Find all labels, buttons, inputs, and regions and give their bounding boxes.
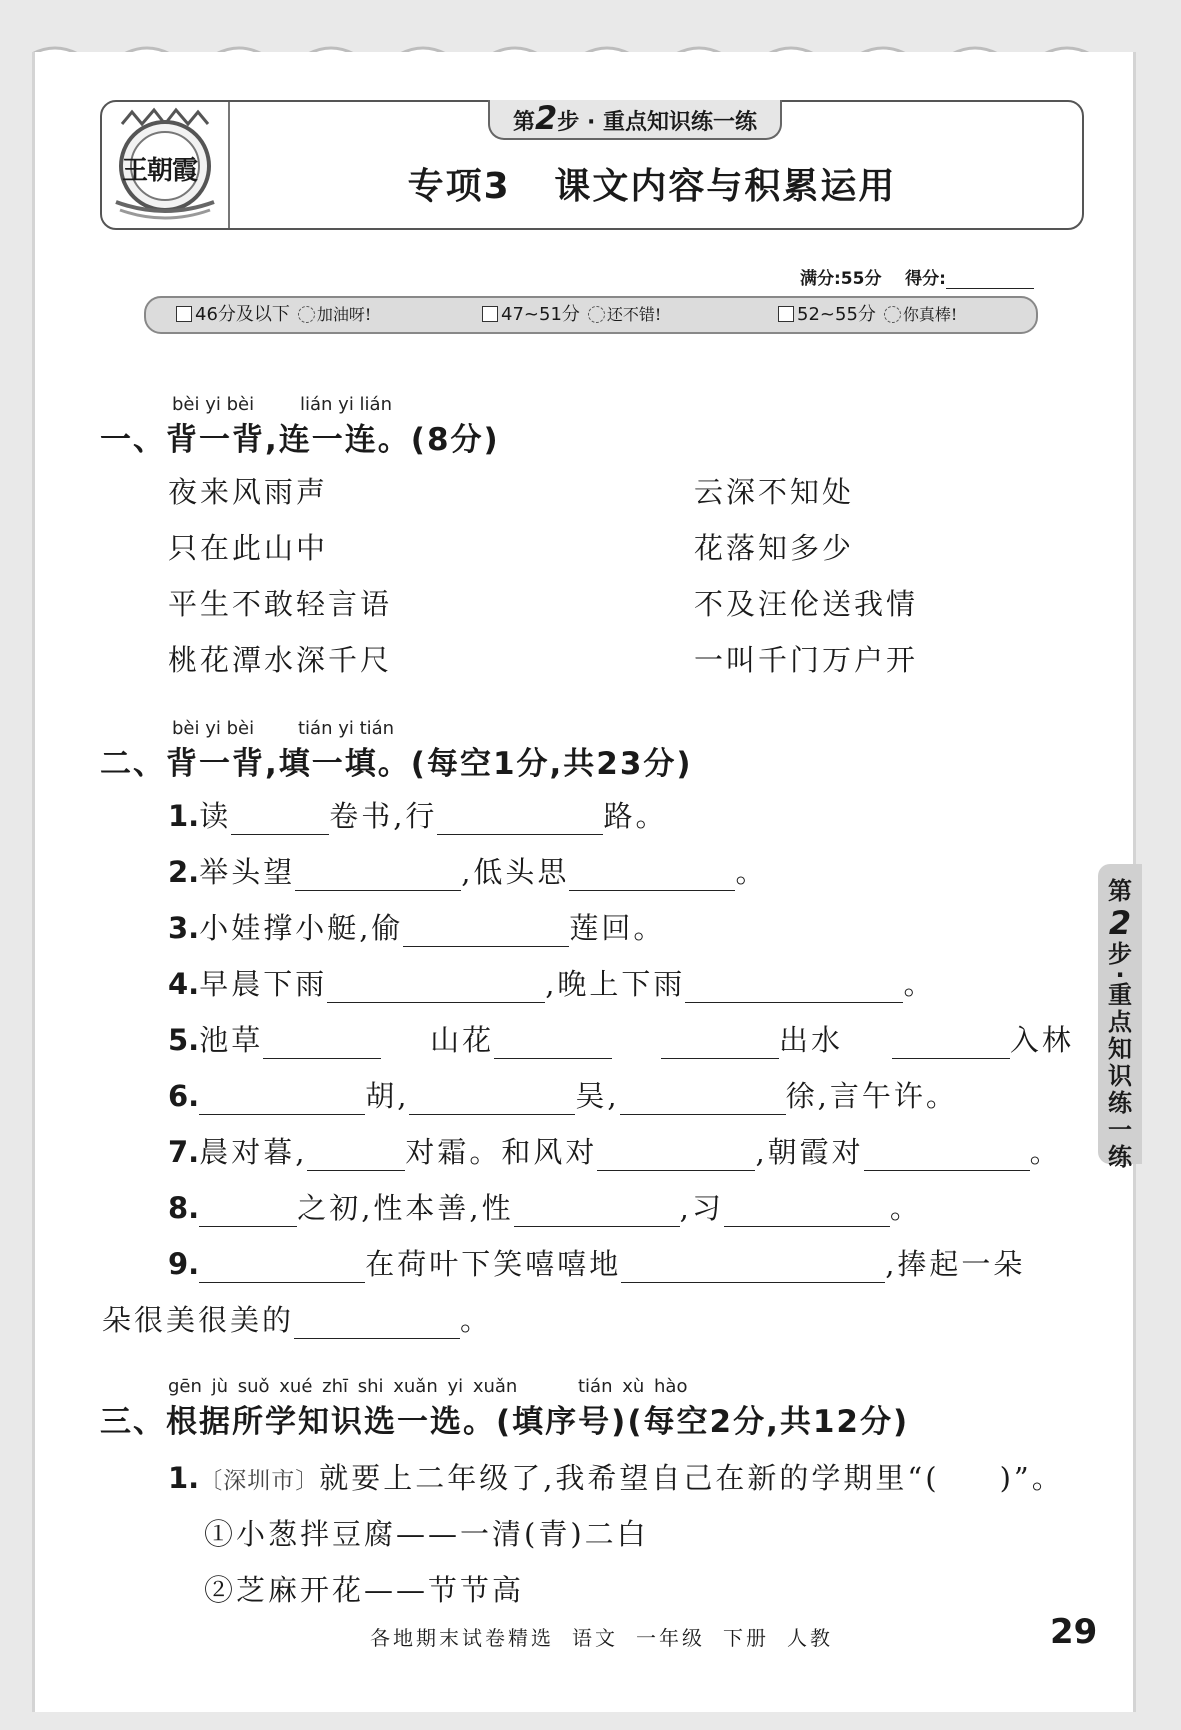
- score-level-bar: [144, 296, 1038, 334]
- fill-question-9: 9. 在荷叶下笑嘻嘻地 ,捧起一朵: [168, 1247, 1026, 1281]
- footer-grade: 一年级: [636, 1626, 705, 1650]
- title-part2: 课文内容与积累运用: [554, 166, 897, 207]
- poem-left-3[interactable]: 平生不敢轻言语: [168, 587, 393, 621]
- section1-pinyin-a: bèi yi bèi: [172, 394, 255, 415]
- choice-question-1: 1.〔深圳市〕就要上二年级了,我希望自己在新的学期里“( )”。: [168, 1461, 1064, 1495]
- answer-blank[interactable]: [514, 1196, 680, 1227]
- answer-blank[interactable]: [437, 804, 603, 835]
- footer: [370, 1622, 851, 1651]
- section2-pinyin-b: tián yi tián: [298, 718, 395, 739]
- answer-blank[interactable]: [327, 972, 545, 1003]
- level-1-cheer: 加油呀!: [316, 305, 372, 324]
- answer-blank[interactable]: [685, 972, 903, 1003]
- option-1: ①小葱拌豆腐——一清(青)二白: [204, 1517, 649, 1551]
- answer-blank[interactable]: [294, 1308, 460, 1339]
- page-number: 29: [1050, 1612, 1098, 1652]
- logo-text: 王朝霞: [122, 156, 198, 186]
- region-tag: 〔深圳市〕: [199, 1468, 320, 1494]
- smiley-icon: [884, 306, 901, 323]
- fill-question-5: 5.池草 山花 出水 入林: [168, 1023, 1074, 1057]
- section3-pinyin-b: tián xù hào: [578, 1376, 688, 1397]
- footer-volume: 下册: [723, 1626, 769, 1650]
- answer-blank[interactable]: [409, 1084, 575, 1115]
- score-blank[interactable]: [946, 270, 1034, 289]
- page-title: [102, 158, 1082, 209]
- section3-pinyin-a: gēn jù suǒ xué zhī shi xuǎn yi xuǎn: [168, 1376, 518, 1397]
- level-2-cheer: 还不错!: [606, 305, 662, 324]
- fill-question-9-cont: 朵很美很美的 。: [102, 1303, 493, 1337]
- answer-blank[interactable]: [403, 916, 569, 947]
- poem-left-2[interactable]: 只在此山中: [168, 531, 329, 565]
- title-part1: 专项3: [407, 166, 511, 207]
- footer-subject: 语文: [572, 1626, 618, 1650]
- section1-title: 一、背一背,连一连。(8分): [100, 422, 500, 458]
- level-2: [482, 301, 661, 329]
- step-number: 2: [535, 99, 558, 137]
- fill-question-8: 8. 之初,性本善,性 ,习 。: [168, 1191, 922, 1225]
- answer-blank[interactable]: [892, 1028, 1010, 1059]
- level-2-checkbox[interactable]: [482, 306, 498, 322]
- section3-title: 三、根据所学知识选一选。(填序号)(每空2分,共12分): [100, 1404, 910, 1440]
- step-prefix: 第: [513, 110, 536, 135]
- answer-blank[interactable]: [597, 1140, 755, 1171]
- side-step-tab: 第 2 步 · 重 点 知 识 练 一 练: [1098, 864, 1142, 1164]
- answer-blank[interactable]: [231, 804, 329, 835]
- level-2-range: 47~51分: [501, 304, 580, 325]
- answer-blank[interactable]: [724, 1196, 890, 1227]
- level-1-checkbox[interactable]: [176, 306, 192, 322]
- answer-blank[interactable]: [199, 1196, 297, 1227]
- level-1-range: 46分及以下: [195, 304, 290, 325]
- footer-book: 各地期末试卷精选: [370, 1626, 554, 1650]
- level-3-range: 52~55分: [797, 304, 876, 325]
- poem-right-3[interactable]: 不及汪伦送我情: [694, 587, 919, 621]
- step-tab: [488, 100, 782, 140]
- poem-right-4[interactable]: 一叫千门万户开: [694, 643, 919, 677]
- fill-question-1: 1.读 卷书,行 路。: [168, 799, 668, 833]
- header-box: [100, 100, 1084, 230]
- answer-blank[interactable]: [307, 1140, 405, 1171]
- answer-blank[interactable]: [864, 1140, 1030, 1171]
- poem-left-1[interactable]: 夜来风雨声: [168, 475, 329, 509]
- level-3-checkbox[interactable]: [778, 306, 794, 322]
- fill-question-7: 7.晨对暮, 对霜。和风对 ,朝霞对 。: [168, 1135, 1062, 1169]
- section2-title: 二、背一背,填一填。(每空1分,共23分): [100, 746, 693, 782]
- fill-question-4: 4.早晨下雨 ,晚上下雨 。: [168, 967, 936, 1001]
- poem-right-2[interactable]: 花落知多少: [694, 531, 855, 565]
- section1-pinyin-b: lián yi lián: [300, 394, 392, 415]
- option-2: ②芝麻开花——节节高: [204, 1573, 525, 1607]
- fill-question-6: 6. 胡, 吴, 徐,言午许。: [168, 1079, 958, 1113]
- fill-question-3: 3.小娃撑小艇,偷 莲回。: [168, 911, 666, 945]
- answer-blank[interactable]: [620, 1084, 786, 1115]
- level-1: [176, 301, 371, 329]
- step-suffix: 步 · 重点知识练一练: [557, 110, 757, 135]
- answer-blank[interactable]: [295, 860, 461, 891]
- answer-blank[interactable]: [661, 1028, 779, 1059]
- smiley-icon: [588, 306, 605, 323]
- answer-blank[interactable]: [199, 1252, 365, 1283]
- answer-blank[interactable]: [569, 860, 735, 891]
- poem-left-4[interactable]: 桃花潭水深千尺: [168, 643, 393, 677]
- answer-blank[interactable]: [621, 1252, 885, 1283]
- answer-blank[interactable]: [494, 1028, 612, 1059]
- full-score: 满分:55分: [800, 269, 882, 289]
- poem-right-1[interactable]: 云深不知处: [694, 475, 855, 509]
- fill-question-2: 2.举头望 ,低头思 。: [168, 855, 768, 889]
- answer-blank[interactable]: [263, 1028, 381, 1059]
- answer-blank[interactable]: [199, 1084, 365, 1115]
- got-score-label: 得分:: [905, 269, 946, 289]
- section2-pinyin-a: bèi yi bèi: [172, 718, 255, 739]
- level-3-cheer: 你真棒!: [902, 305, 958, 324]
- smiley-icon: [298, 306, 315, 323]
- footer-edition: 人教: [787, 1626, 833, 1650]
- level-3: [778, 301, 957, 329]
- score-line: [800, 264, 1034, 289]
